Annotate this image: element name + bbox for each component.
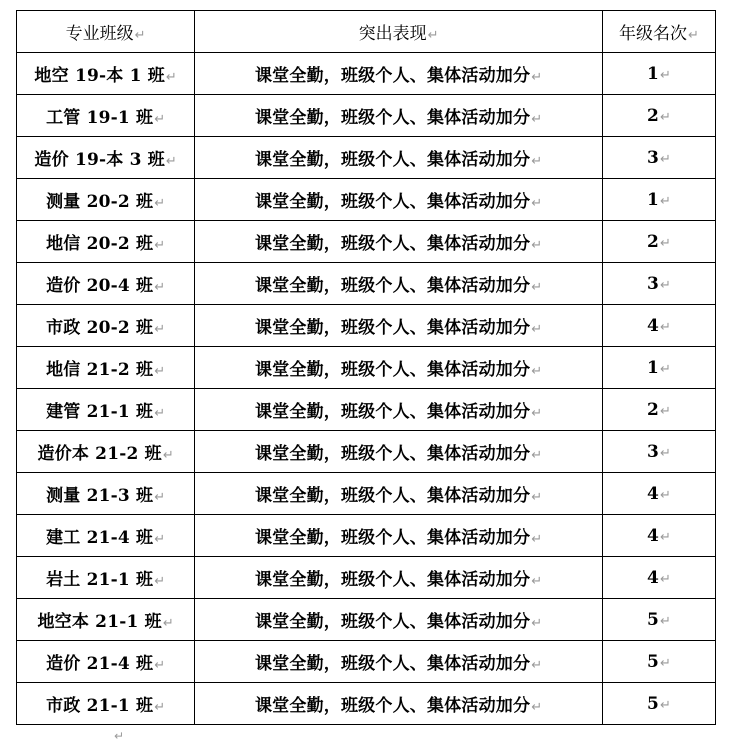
class-cell[interactable] bbox=[17, 515, 195, 557]
paragraph-mark-icon: ↵ bbox=[134, 28, 146, 43]
rank-cell-text: 3 bbox=[646, 147, 659, 168]
table-row bbox=[17, 473, 716, 515]
rank-cell[interactable] bbox=[602, 221, 715, 263]
performance-cell-text: 课堂全勤，班级个人、集体活动加分 bbox=[254, 528, 531, 548]
rank-cell-text: 1 bbox=[646, 357, 659, 378]
class-cell[interactable] bbox=[17, 95, 195, 137]
performance-cell[interactable] bbox=[195, 431, 603, 473]
paragraph-mark-icon: ↵ bbox=[659, 697, 671, 713]
performance-cell[interactable] bbox=[195, 95, 603, 137]
rank-cell-text: 3 bbox=[646, 441, 659, 462]
paragraph-mark-icon: ↵ bbox=[659, 193, 671, 209]
performance-cell[interactable] bbox=[195, 473, 603, 515]
class-cell-text: 地信 20-2 班 bbox=[46, 234, 154, 254]
performance-cell[interactable] bbox=[195, 53, 603, 95]
class-cell-text: 建工 21-4 班 bbox=[46, 528, 154, 548]
rank-cell-text: 2 bbox=[646, 105, 659, 126]
paragraph-mark-icon: ↵ bbox=[531, 406, 543, 421]
class-cell[interactable] bbox=[17, 599, 195, 641]
paragraph-mark-icon: ↵ bbox=[162, 448, 174, 463]
class-cell-text: 造价 19-本 3 班 bbox=[34, 150, 165, 170]
paragraph-mark-icon: ↵ bbox=[154, 280, 166, 295]
performance-cell-text: 课堂全勤，班级个人、集体活动加分 bbox=[254, 486, 531, 506]
class-cell[interactable] bbox=[17, 305, 195, 347]
performance-cell-text: 课堂全勤，班级个人、集体活动加分 bbox=[254, 696, 531, 716]
header-class-label: 专业班级 bbox=[65, 24, 134, 44]
class-cell-text: 地空本 21-1 班 bbox=[37, 612, 162, 632]
rank-cell-text: 5 bbox=[646, 609, 659, 630]
performance-cell-text: 课堂全勤，班级个人、集体活动加分 bbox=[254, 192, 531, 212]
rank-cell[interactable] bbox=[602, 641, 715, 683]
table-row bbox=[17, 641, 716, 683]
paragraph-mark-icon: ↵ bbox=[531, 658, 543, 673]
table-row bbox=[17, 221, 716, 263]
paragraph-mark-icon: ↵ bbox=[659, 277, 671, 293]
class-cell[interactable] bbox=[17, 641, 195, 683]
rank-cell[interactable] bbox=[602, 53, 715, 95]
class-cell-text: 地空 19-本 1 班 bbox=[34, 66, 165, 86]
rank-cell[interactable] bbox=[602, 347, 715, 389]
rank-cell[interactable] bbox=[602, 431, 715, 473]
paragraph-mark-icon: ↵ bbox=[659, 67, 671, 83]
performance-cell-text: 课堂全勤，班级个人、集体活动加分 bbox=[254, 318, 531, 338]
header-rank-label: 年级名次 bbox=[618, 24, 687, 44]
table-row bbox=[17, 179, 716, 221]
class-cell-text: 建管 21-1 班 bbox=[46, 402, 154, 422]
table-row bbox=[17, 683, 716, 725]
rank-cell[interactable] bbox=[602, 599, 715, 641]
performance-cell[interactable] bbox=[195, 221, 603, 263]
class-cell-text: 市政 20-2 班 bbox=[46, 318, 154, 338]
paragraph-mark-icon: ↵ bbox=[659, 361, 671, 377]
performance-cell-text: 课堂全勤，班级个人、集体活动加分 bbox=[254, 66, 531, 86]
paragraph-mark-icon: ↵ bbox=[154, 322, 166, 337]
paragraph-mark-icon: ↵ bbox=[162, 616, 174, 631]
paragraph-mark-icon: ↵ bbox=[531, 154, 543, 169]
paragraph-mark-icon: ↵ bbox=[154, 364, 166, 379]
paragraph-mark-icon: ↵ bbox=[154, 406, 166, 421]
performance-cell[interactable] bbox=[195, 683, 603, 725]
performance-cell[interactable] bbox=[195, 263, 603, 305]
paragraph-mark-icon: ↵ bbox=[659, 655, 671, 671]
class-cell[interactable] bbox=[17, 347, 195, 389]
performance-cell[interactable] bbox=[195, 641, 603, 683]
header-performance[interactable] bbox=[195, 11, 603, 53]
paragraph-mark-icon: ↵ bbox=[531, 616, 543, 631]
rank-cell[interactable] bbox=[602, 179, 715, 221]
rank-cell[interactable] bbox=[602, 389, 715, 431]
paragraph-mark-icon: ↵ bbox=[531, 700, 543, 715]
rank-cell[interactable] bbox=[602, 473, 715, 515]
paragraph-mark-icon: ↵ bbox=[531, 364, 543, 379]
performance-cell[interactable] bbox=[195, 515, 603, 557]
performance-cell-text: 课堂全勤，班级个人、集体活动加分 bbox=[254, 570, 531, 590]
performance-cell[interactable] bbox=[195, 347, 603, 389]
paragraph-mark-icon: ↵ bbox=[427, 28, 439, 43]
class-ranking-table bbox=[16, 10, 716, 725]
class-cell-text: 造价 20-4 班 bbox=[46, 276, 154, 296]
paragraph-mark-icon: ↵ bbox=[154, 238, 166, 253]
header-performance-label: 突出表现 bbox=[358, 24, 427, 44]
paragraph-mark-icon: ↵ bbox=[531, 238, 543, 253]
paragraph-mark-icon: ↵ bbox=[659, 445, 671, 461]
paragraph-mark-icon: ↵ bbox=[154, 532, 166, 547]
table-row bbox=[17, 137, 716, 179]
class-cell-text: 测量 21-3 班 bbox=[46, 486, 154, 506]
rank-cell[interactable] bbox=[602, 95, 715, 137]
class-cell[interactable] bbox=[17, 389, 195, 431]
performance-cell-text: 课堂全勤，班级个人、集体活动加分 bbox=[254, 108, 531, 128]
paragraph-mark-icon: ↵ bbox=[531, 70, 543, 85]
rank-cell[interactable] bbox=[602, 557, 715, 599]
rank-cell-text: 2 bbox=[646, 399, 659, 420]
paragraph-mark-icon: ↵ bbox=[165, 70, 177, 85]
paragraph-mark-icon: ↵ bbox=[531, 532, 543, 547]
class-cell[interactable] bbox=[17, 137, 195, 179]
paragraph-mark-icon: ↵ bbox=[154, 490, 166, 505]
paragraph-mark-icon: ↵ bbox=[531, 112, 543, 127]
rank-cell-text: 1 bbox=[646, 189, 659, 210]
header-row bbox=[17, 11, 716, 53]
rank-cell-text: 4 bbox=[646, 483, 659, 504]
class-cell[interactable] bbox=[17, 473, 195, 515]
class-cell-text: 地信 21-2 班 bbox=[46, 360, 154, 380]
performance-cell[interactable] bbox=[195, 179, 603, 221]
rank-cell-text: 2 bbox=[646, 231, 659, 252]
class-cell-text: 工管 19-1 班 bbox=[46, 108, 154, 128]
paragraph-mark-icon: ↵ bbox=[531, 322, 543, 337]
class-cell[interactable] bbox=[17, 683, 195, 725]
paragraph-mark-icon: ↵ bbox=[531, 574, 543, 589]
class-cell[interactable] bbox=[17, 179, 195, 221]
table-row bbox=[17, 557, 716, 599]
class-cell[interactable] bbox=[17, 221, 195, 263]
paragraph-mark-icon: ↵ bbox=[114, 729, 125, 743]
class-cell[interactable] bbox=[17, 263, 195, 305]
performance-cell[interactable] bbox=[195, 599, 603, 641]
paragraph-mark-icon: ↵ bbox=[531, 196, 543, 211]
paragraph-mark-icon: ↵ bbox=[659, 613, 671, 629]
performance-cell-text: 课堂全勤，班级个人、集体活动加分 bbox=[254, 360, 531, 380]
rank-cell-text: 3 bbox=[646, 273, 659, 294]
rank-cell-text: 4 bbox=[646, 315, 659, 336]
paragraph-mark-icon: ↵ bbox=[154, 574, 166, 589]
class-cell[interactable] bbox=[17, 557, 195, 599]
class-cell-text: 测量 20-2 班 bbox=[46, 192, 154, 212]
paragraph-mark-icon: ↵ bbox=[531, 448, 543, 463]
class-cell[interactable] bbox=[17, 53, 195, 95]
paragraph-mark-icon: ↵ bbox=[154, 658, 166, 673]
performance-cell-text: 课堂全勤，班级个人、集体活动加分 bbox=[254, 276, 531, 296]
rank-cell[interactable] bbox=[602, 137, 715, 179]
performance-cell-text: 课堂全勤，班级个人、集体活动加分 bbox=[254, 444, 531, 464]
rank-cell-text: 5 bbox=[646, 651, 659, 672]
performance-cell[interactable] bbox=[195, 305, 603, 347]
performance-cell[interactable] bbox=[195, 389, 603, 431]
performance-cell[interactable] bbox=[195, 557, 603, 599]
paragraph-mark-icon: ↵ bbox=[659, 319, 671, 335]
paragraph-mark-icon: ↵ bbox=[659, 571, 671, 587]
paragraph-mark-icon: ↵ bbox=[659, 529, 671, 545]
table-row bbox=[17, 389, 716, 431]
table-row bbox=[17, 53, 716, 95]
rank-cell[interactable] bbox=[602, 305, 715, 347]
paragraph-mark-icon: ↵ bbox=[165, 154, 177, 169]
paragraph-mark-icon: ↵ bbox=[687, 28, 699, 43]
table-body bbox=[17, 53, 716, 725]
paragraph-mark-icon: ↵ bbox=[154, 112, 166, 127]
rank-cell-text: 5 bbox=[646, 693, 659, 714]
table-row bbox=[17, 431, 716, 473]
performance-cell-text: 课堂全勤，班级个人、集体活动加分 bbox=[254, 402, 531, 422]
paragraph-mark-icon: ↵ bbox=[154, 700, 166, 715]
rank-cell[interactable] bbox=[602, 683, 715, 725]
rank-cell-text: 4 bbox=[646, 525, 659, 546]
class-cell-text: 造价 21-4 班 bbox=[46, 654, 154, 674]
table-row bbox=[17, 263, 716, 305]
table-row bbox=[17, 515, 716, 557]
rank-cell[interactable] bbox=[602, 515, 715, 557]
paragraph-mark-icon: ↵ bbox=[154, 196, 166, 211]
class-cell-text: 造价本 21-2 班 bbox=[37, 444, 162, 464]
header-rank[interactable] bbox=[602, 11, 715, 53]
class-cell-text: 岩土 21-1 班 bbox=[46, 570, 154, 590]
paragraph-mark-icon: ↵ bbox=[531, 280, 543, 295]
performance-cell-text: 课堂全勤，班级个人、集体活动加分 bbox=[254, 150, 531, 170]
paragraph-mark-icon: ↵ bbox=[659, 235, 671, 251]
table-row bbox=[17, 599, 716, 641]
paragraph-mark-icon: ↵ bbox=[531, 490, 543, 505]
rank-cell-text: 4 bbox=[646, 567, 659, 588]
table-row bbox=[17, 305, 716, 347]
table-row bbox=[17, 347, 716, 389]
paragraph-mark-icon: ↵ bbox=[659, 487, 671, 503]
performance-cell-text: 课堂全勤，班级个人、集体活动加分 bbox=[254, 234, 531, 254]
header-class[interactable] bbox=[17, 11, 195, 53]
rank-cell[interactable] bbox=[602, 263, 715, 305]
class-cell-text: 市政 21-1 班 bbox=[46, 696, 154, 716]
performance-cell-text: 课堂全勤，班级个人、集体活动加分 bbox=[254, 654, 531, 674]
performance-cell-text: 课堂全勤，班级个人、集体活动加分 bbox=[254, 612, 531, 632]
rank-cell-text: 1 bbox=[646, 63, 659, 84]
paragraph-mark-icon: ↵ bbox=[659, 151, 671, 167]
paragraph-mark-icon: ↵ bbox=[659, 403, 671, 419]
class-cell[interactable] bbox=[17, 431, 195, 473]
paragraph-mark-icon: ↵ bbox=[659, 109, 671, 125]
performance-cell[interactable] bbox=[195, 137, 603, 179]
table-row bbox=[17, 95, 716, 137]
